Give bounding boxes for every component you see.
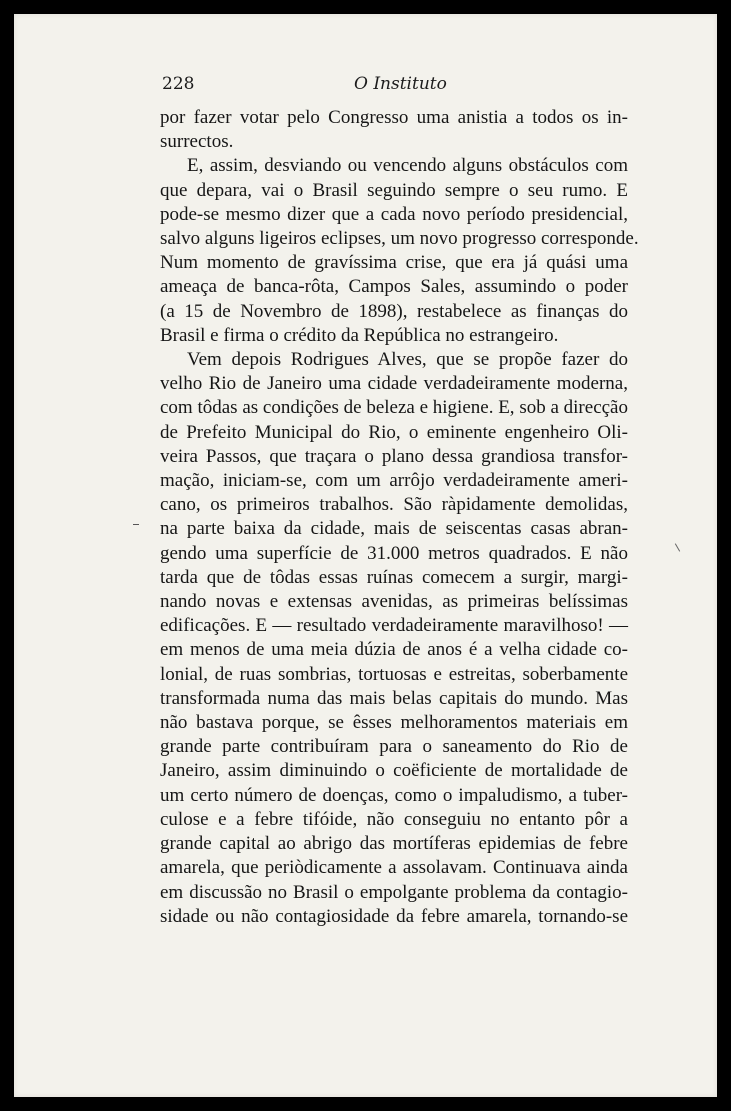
text-line: Vem depois Rodrigues Alves, que se propõe fazer do xyxy=(187,349,628,371)
text-line: tarda que de tôdas essas ruínas comecem a surgir, margi- xyxy=(160,566,628,588)
text-line: em discussão no Brasil o empolgante problema da contagio- xyxy=(160,881,628,903)
text-line: um certo número de doenças, como o impaludismo, a tuber- xyxy=(160,784,628,806)
text-line: E, assim, desviando ou vencendo alguns obstáculos com xyxy=(187,155,628,177)
text-line: amarela, que periòdicamente a assolavam. Continuava ainda xyxy=(160,857,628,879)
text-line: por fazer votar pelo Congresso uma anistia a todos os in- xyxy=(160,107,628,128)
text-line: ameaça de banca-rôta, Campos Sales, assumindo o poder xyxy=(160,276,628,298)
text-line: salvo alguns ligeiros eclipses, um novo progresso corresponde. xyxy=(160,228,639,250)
text-line: que depara, vai o Brasil seguindo sempre o seu rumo. E xyxy=(160,179,628,201)
text-line: sidade ou não contagiosidade da febre amarela, tornando-se xyxy=(160,905,628,927)
text-line: Janeiro, assim diminuindo o coëficiente de mortalidade de xyxy=(160,760,628,782)
text-line: com tôdas as condições de beleza e higiene. E, sob a direcção xyxy=(160,397,628,419)
text-line: grande parte contribuíram para o saneamento do Rio de xyxy=(160,736,628,758)
text-line: cano, os primeiros trabalhos. São ràpidamente demolidas, xyxy=(160,494,628,516)
text-line: surrectos. xyxy=(160,131,234,153)
body-text xyxy=(160,106,639,929)
text-line: nando novas e extensas avenidas, as primeiras belíssimas xyxy=(160,591,628,613)
text-line: grande capital ao abrigo das mortíferas epidemias de febre xyxy=(160,833,628,855)
text-line: na parte baixa da cidade, mais de seiscentas casas abran- xyxy=(160,518,628,540)
text-line: Brasil e firma o crédito da República no estrangeiro. xyxy=(160,324,559,346)
text-line: Num momento de gravíssima crise, que era já quási uma xyxy=(160,252,628,274)
text-line: transformada numa das mais belas capitais do mundo. Mas xyxy=(160,687,628,709)
text-line: em menos de uma meia dúzia de anos é a velha cidade co- xyxy=(160,639,628,661)
text-line: lonial, de ruas sombrias, tortuosas e estreitas, soberbamente xyxy=(160,663,628,685)
text-line: gendo uma superfície de 31.000 metros quadrados. E não xyxy=(160,542,628,564)
text-line: (a 15 de Novembro de 1898), restabelece as finanças do xyxy=(160,300,628,322)
book-page xyxy=(14,14,717,1097)
margin-dash-mark xyxy=(133,524,139,525)
text-line: culose e a febre tifóide, não conseguiu no entanto pôr a xyxy=(160,808,628,830)
text-line: não bastava porque, se êsses melhoramentos materiais em xyxy=(160,712,628,734)
page-number: 228 xyxy=(162,74,195,94)
text-line: de Prefeito Municipal do Rio, o eminente engenheiro Oli- xyxy=(160,421,628,443)
text-line: pode-se mesmo dizer que a cada novo período presidencial, xyxy=(160,203,628,225)
text-line: edificações. E — resultado verdadeiramente maravilhoso! — xyxy=(160,615,628,637)
text-line: velho Rio de Janeiro uma cidade verdadeiramente moderna, xyxy=(160,373,628,395)
text-line: veira Passos, que traçara o plano dessa grandiosa transfor- xyxy=(160,445,628,467)
running-title: O Instituto xyxy=(354,74,447,94)
text-line: mação, iniciam-se, com um arrôjo verdadeiramente ameri- xyxy=(160,470,628,492)
